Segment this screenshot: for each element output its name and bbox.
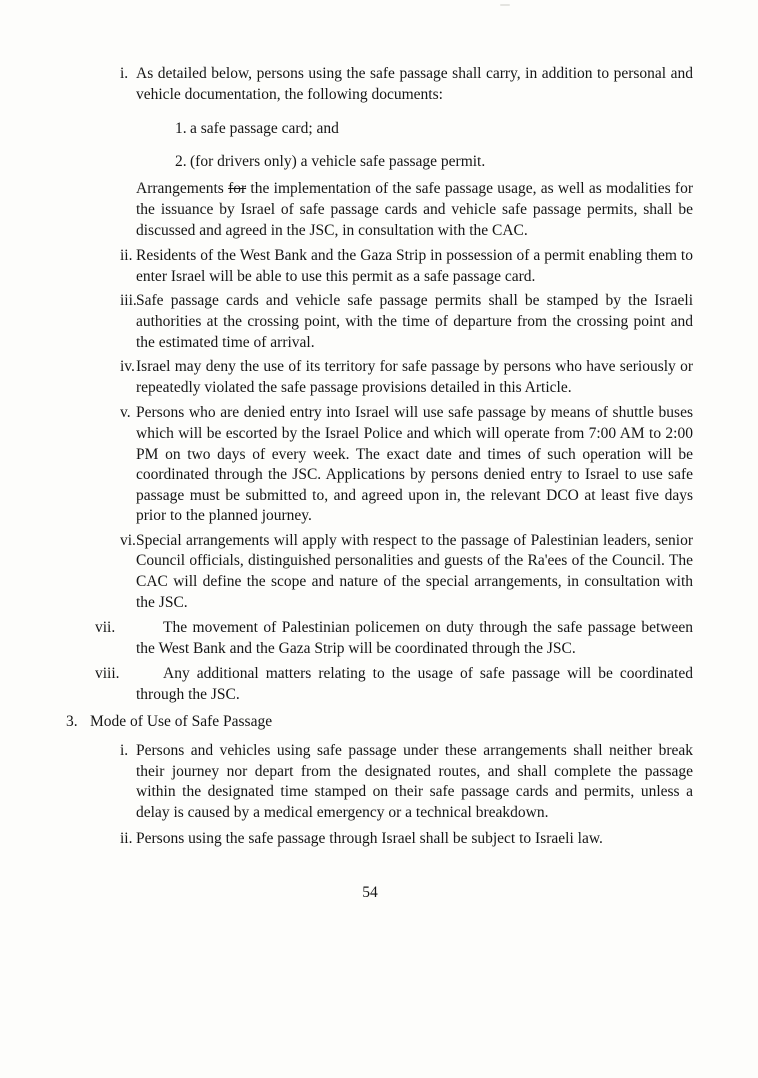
list-item-text: Israel may deny the use of its territory for safe passage by persons who have seriously or repeatedly violated the safe passage provisions detailed in this Article.	[136, 358, 693, 396]
list-item-viii	[95, 664, 693, 705]
list-item-vii	[95, 618, 693, 659]
list-item-vi	[120, 531, 693, 613]
list-marker: i.	[120, 65, 129, 82]
page-footer	[0, 883, 749, 904]
list-item-text: The movement of Palestinian policemen on duty through the safe passage between the West Bank and the Gaza Strip will be coordinated through the JSC.	[136, 619, 693, 657]
list-item-v	[120, 403, 693, 527]
continuation-text-after: the implementation of the safe passage usage, as well as modalities for the issuance by Israel of safe passage cards and vehicle safe passage permits, shall be discussed and agreed in the JSC, in consultation with the CAC.	[136, 180, 693, 239]
list-item-text: Persons who are denied entry into Israel will use safe passage by means of shuttle buses which will be escorted by the Israel Police and which will operate from 7:00 AM to 2:00 PM on two days of every week. The exact date and times of such operation will be coordinated through the JSC. Applications by persons denied entry to Israel to use safe passage must be submitted to, and agreed upon in, the relevant DCO at least five days prior to the planned journey.	[136, 404, 693, 525]
list-marker: iii.	[120, 292, 137, 310]
list-marker: vi.	[120, 531, 136, 549]
section-title: Mode of Use of Safe Passage	[90, 712, 273, 730]
list-item-text: Safe passage cards and vehicle safe passage permits shall be stamped by the Israeli authorities at the crossing point, with the time of departure from the crossing point and the estimated time of arrival.	[136, 292, 693, 351]
list-item-iv	[120, 357, 693, 398]
list-marker: ii.	[120, 247, 133, 265]
list-item-iii	[120, 291, 693, 353]
section-3-heading	[66, 712, 758, 733]
scan-artifact	[500, 4, 510, 6]
list-item-text: Persons and vehicles using safe passage under these arrangements shall neither break their journey nor depart from the designated routes, and shall complete the passage within the designated time stamped on their safe passage cards and permits, unless a delay is caused by a medical emergency or a technical breakdown.	[136, 742, 693, 821]
list-item-ii	[120, 246, 693, 287]
list-marker: iv.	[120, 358, 135, 376]
sub-list-marker: 1.	[175, 120, 187, 138]
sub-list-item-1	[175, 119, 693, 140]
list-marker: vii.	[95, 619, 116, 637]
list-item-text: Special arrangements will apply with respect to the passage of Palestinian leaders, senior Council officials, distinguished personalities and guests of the Ra'ees of the Council. The CAC will define the scope and nature of the special arrangements, in consultation with the JSC.	[136, 531, 693, 611]
sub-list-item-text: a safe passage card; and	[190, 120, 339, 138]
list-item-text: As detailed below, persons using the safe passage shall carry, in addition to personal and vehicle documentation, the following documents:	[136, 65, 693, 103]
continuation-text-before: Arrangements	[136, 180, 229, 198]
sub-list-item-text: (for drivers only) a vehicle safe passage permit.	[190, 152, 486, 170]
list-item-i	[120, 741, 693, 823]
list-marker: viii.	[95, 665, 120, 683]
mode-of-use-list	[0, 741, 758, 849]
section-number: 3.	[66, 712, 78, 730]
list-item-text: Residents of the West Bank and the Gaza Strip in possession of a permit enabling them to enter Israel will be able to use this permit as a safe passage card.	[136, 247, 693, 285]
page-number: 54	[362, 884, 378, 902]
sub-list-marker: 2.	[175, 152, 187, 170]
list-item-text: Persons using the safe passage through Israel shall be subject to Israeli law.	[136, 829, 603, 847]
sub-list-item-2	[175, 152, 693, 173]
struck-word: for	[228, 180, 247, 198]
list-item-text: Any additional matters relating to the usage of safe passage will be coordinated through the JSC.	[136, 665, 693, 704]
list-marker: v.	[120, 404, 131, 422]
list-item-i	[120, 64, 693, 241]
list-item-ii	[120, 829, 693, 850]
list-marker: i.	[120, 742, 129, 760]
safe-passage-provisions-list	[0, 64, 758, 706]
continuation-paragraph	[136, 179, 693, 241]
list-marker: ii.	[120, 829, 133, 847]
